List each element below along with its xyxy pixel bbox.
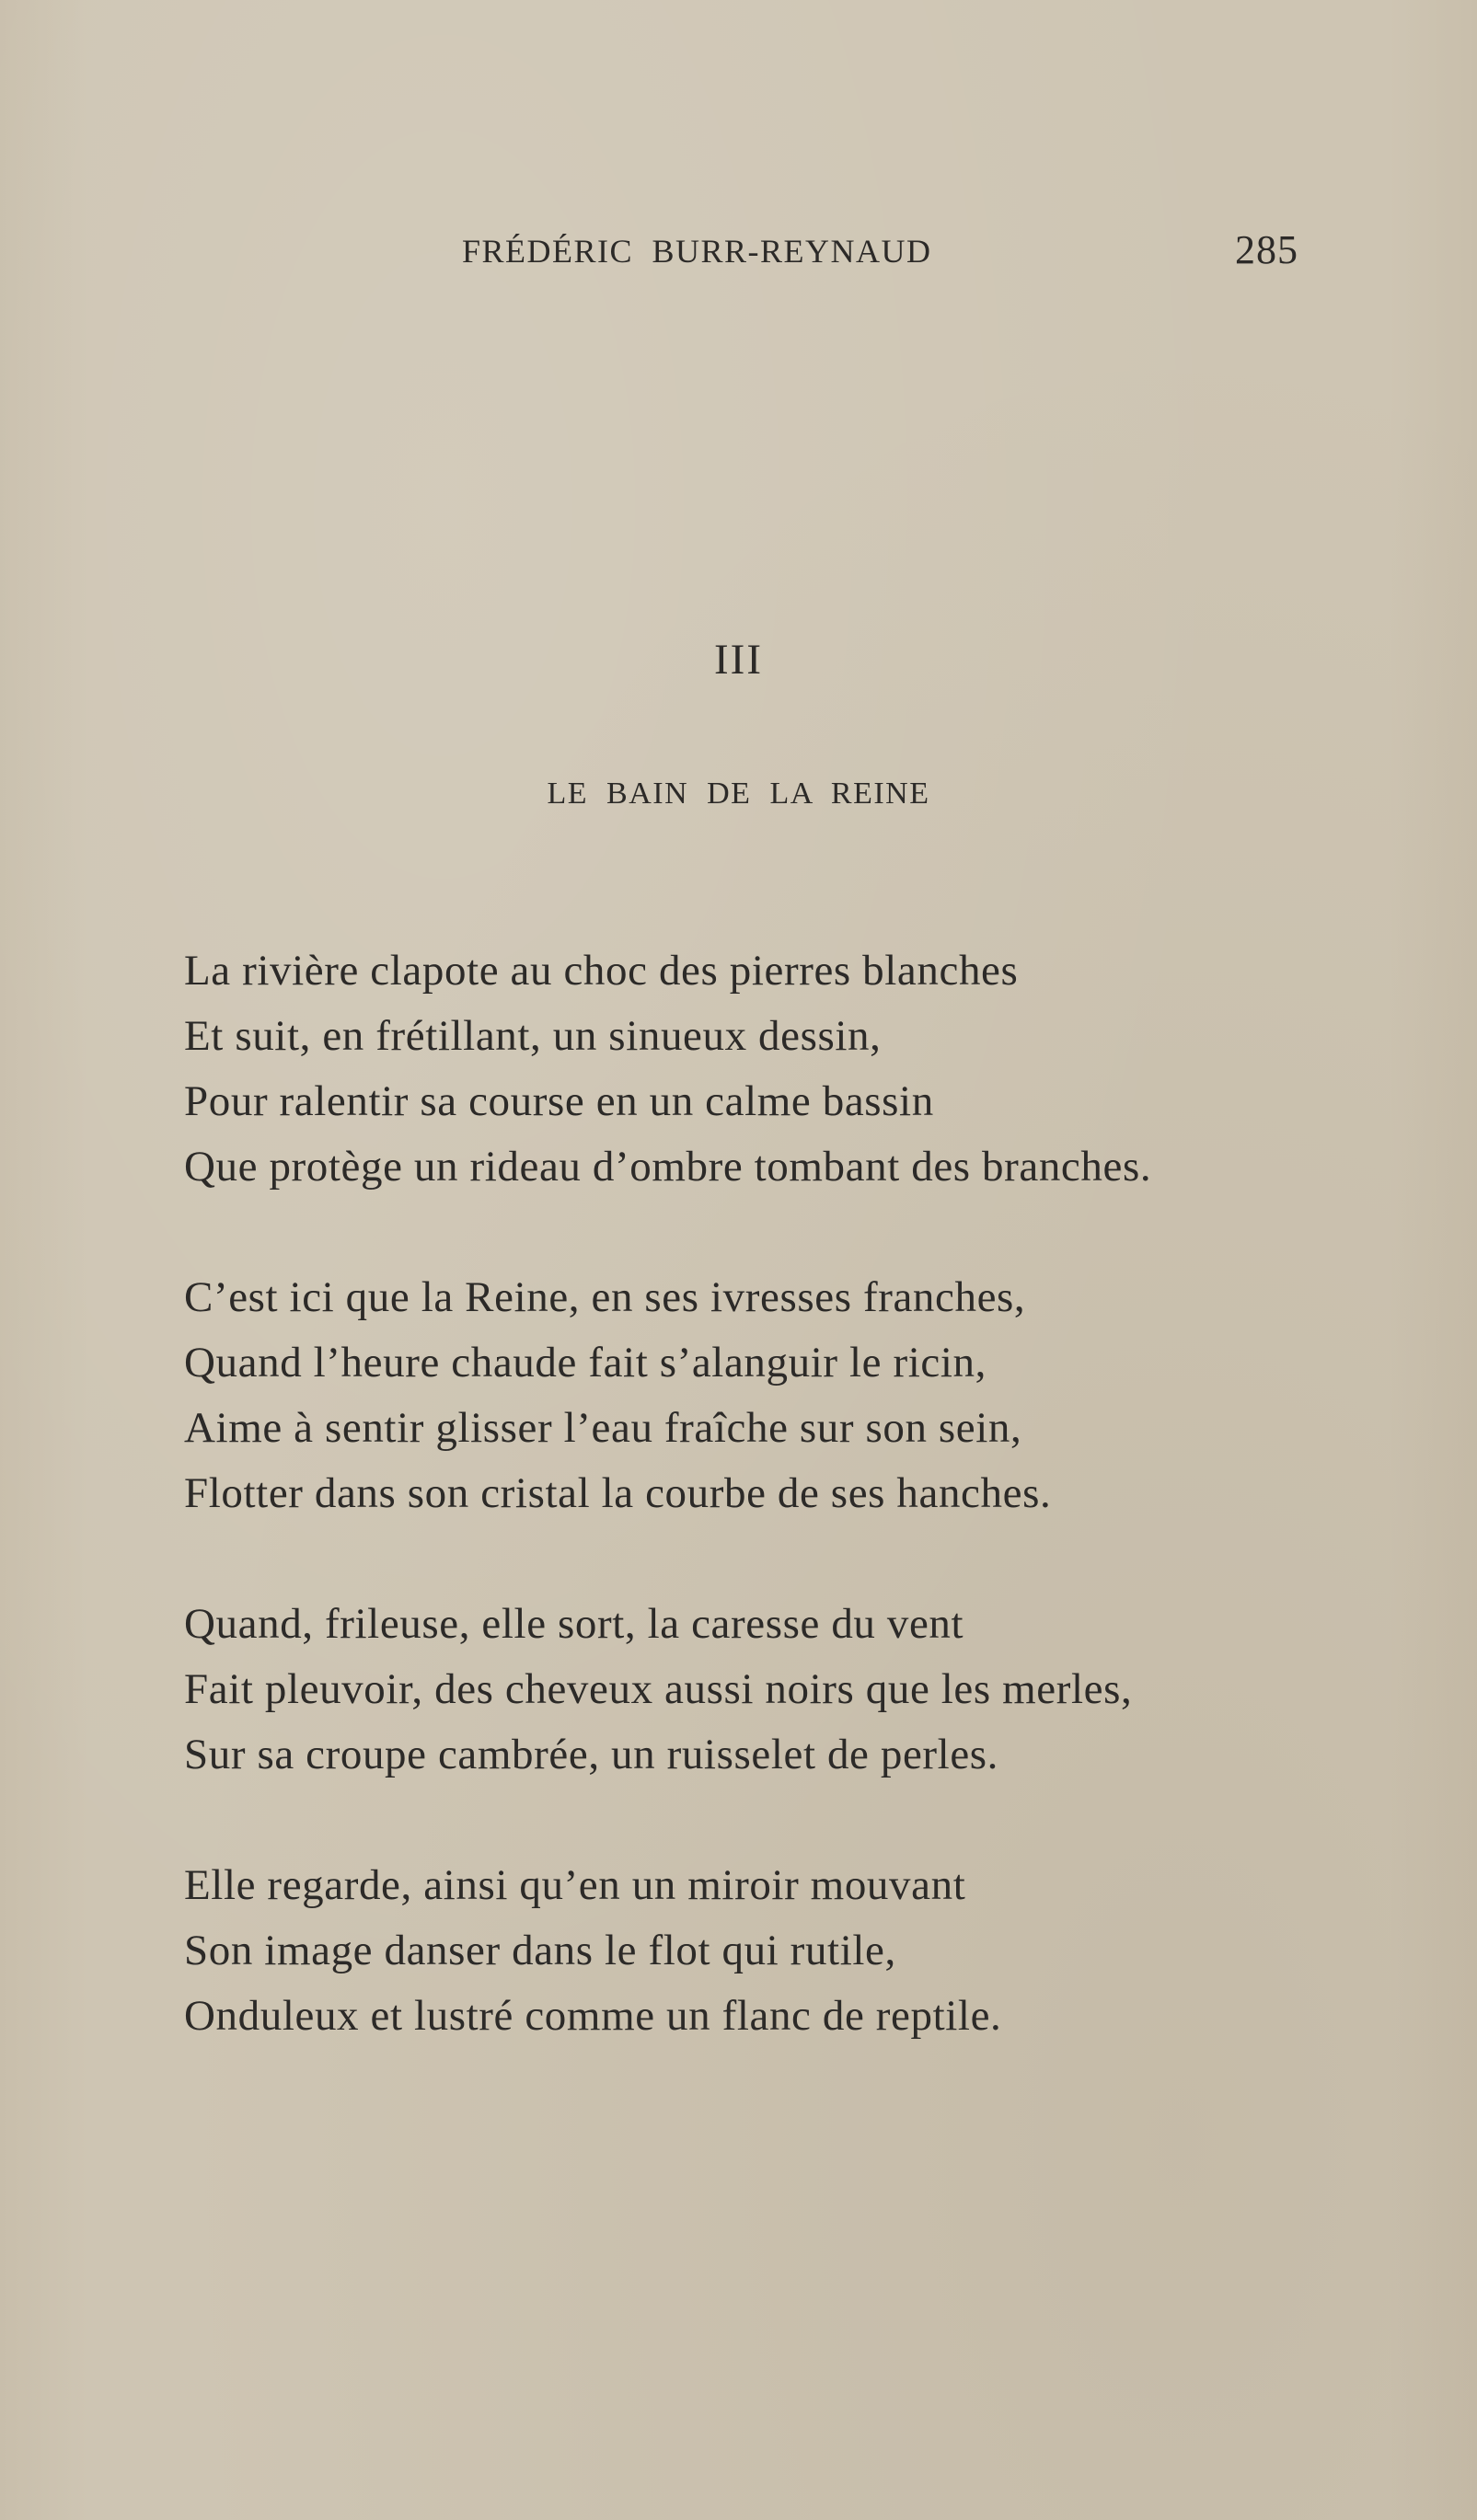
poem-line: Aime à sentir glisser l’eau fraîche sur son sein, [184,1404,1022,1452]
poem-line: Pour ralentir sa course en un calme bassin [184,1077,934,1125]
page-number: 285 [1235,227,1298,272]
poem-line: Onduleux et lustré comme un flanc de reptile. [184,1992,1002,2040]
poem [184,938,1380,2114]
poem-line: Sur sa croupe cambrée, un ruisselet de perles. [184,1731,999,1778]
poem-line: Elle regarde, ainsi qu’en un miroir mouvant [184,1861,966,1909]
running-head: FRÉDÉRIC BURR-REYNAUD [462,233,932,270]
poem-line: Quand, frileuse, elle sort, la caresse du vent [184,1600,964,1648]
stanza-1 [184,938,1380,1200]
poem-line: Quand l’heure chaude fait s’alanguir le ricin, [184,1339,987,1387]
stanza-2 [184,1265,1380,1526]
stanza-4 [184,1853,1380,2049]
section-number: III [714,636,763,684]
poem-line: Que protège un rideau d’ombre tombant des branches. [184,1143,1152,1191]
poem-line: Fait pleuvoir, des cheveux aussi noirs que les merles, [184,1665,1133,1713]
poem-line: Et suit, en frétillant, un sinueux dessin, [184,1012,882,1060]
stanza-3 [184,1592,1380,1788]
section-title: LE BAIN DE LA REINE [547,777,930,811]
poem-line: Flotter dans son cristal la courbe de ses hanches. [184,1469,1052,1517]
poem-line: La rivière clapote au choc des pierres blanches [184,947,1019,995]
poem-line: Son image danser dans le flot qui rutile, [184,1927,896,1974]
poem-line: C’est ici que la Reine, en ses ivresses franches, [184,1273,1026,1321]
